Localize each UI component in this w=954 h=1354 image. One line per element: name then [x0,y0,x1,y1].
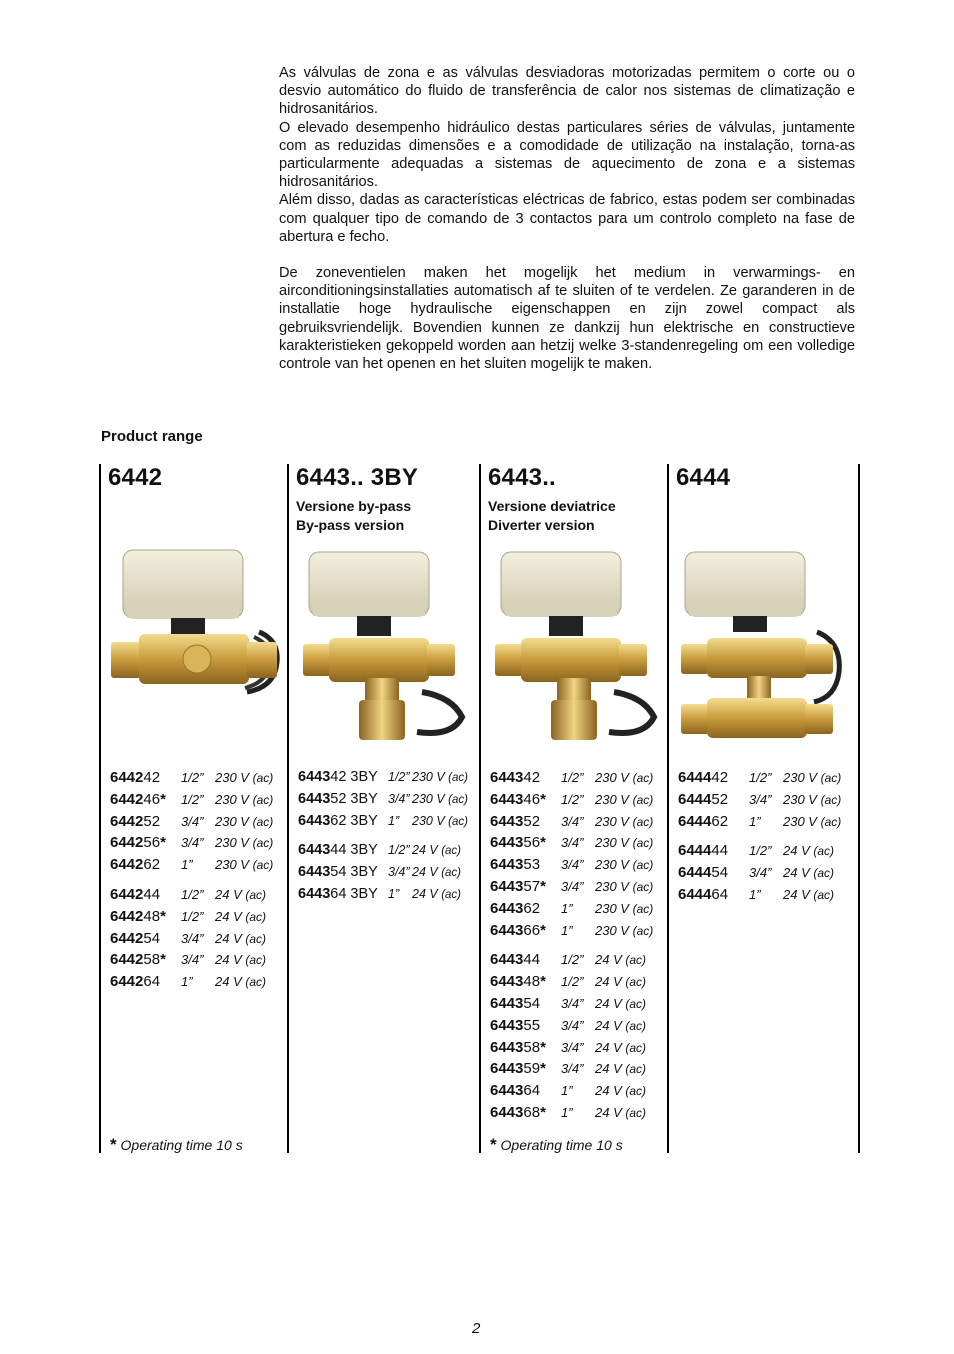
code-prefix: 6442 [110,973,144,991]
connection-size: 3/4” [388,791,410,806]
product-row [110,789,290,811]
product-row [490,1037,670,1059]
code-prefix: 6443 [490,790,524,808]
product-row [298,840,478,862]
code-suffix: 62 3BY [330,812,378,829]
product-group-24v [678,840,858,905]
star-mark: * [540,834,546,852]
current-type: (ac) [252,858,274,873]
product-group-230v [298,767,478,832]
connection-size: 3/4” [181,930,204,946]
star-mark: * [540,1038,546,1056]
code-prefix: 6444 [678,842,712,860]
code-suffix: 62 [523,899,541,917]
connection-size: 1” [561,1104,573,1120]
code-suffix: 58 [523,1038,541,1056]
voltage: 24 V [412,843,438,858]
valve-photo-4way [677,542,853,752]
current-type: (ac) [252,814,274,829]
product-row [490,920,670,942]
current-type: (ac) [625,1062,647,1077]
voltage: 24 V [595,1017,622,1033]
product-row [490,789,670,811]
intro-pt-paragraph-2: O elevado desempenho hidráulico destas particulares séries de válvulas, juntamente com as reduzidas dimensões e a comodidade de utilização na instalação, torna-as particularmente adequadas a sistemas de aquecimento de zona e a sistemas hidrosanitários. [279,119,855,191]
footnote-star: * [110,1135,117,1154]
code-prefix: 6443 [490,1103,524,1121]
code-suffix: 56 [143,834,161,852]
code-prefix: 6442 [110,951,144,969]
column-code: 6442 [108,464,163,491]
subtitle-en: By-pass version [296,517,405,533]
product-row [298,862,478,884]
product-row [110,854,290,876]
connection-size: 1” [749,813,761,829]
current-type: (ac) [245,975,267,990]
current-type: (ac) [625,1040,647,1055]
code-suffix: 52 [711,790,729,808]
product-row [110,832,290,854]
connection-size: 1” [561,900,573,916]
product-column-6444 [669,464,860,1153]
code-prefix: 6443 [490,812,524,830]
star-mark: * [540,877,546,895]
product-row [490,898,670,920]
connection-size: 3/4” [561,878,584,894]
current-type: (ac) [632,792,654,807]
connection-size: 1” [561,1083,573,1099]
code-prefix: 6443 [298,885,331,902]
valve-photo-bypass [297,542,473,752]
connection-size: 3/4” [388,865,410,880]
code-prefix: 6442 [110,885,144,903]
product-row [110,971,290,993]
code-prefix: 6442 [110,769,144,786]
valve-photo-2way [109,542,285,752]
product-column-6443-3by [289,464,479,1153]
voltage: 24 V [215,930,242,946]
code-suffix: 62 [143,856,161,874]
voltage: 230 V [215,835,249,851]
current-type: (ac) [245,953,267,968]
connection-size: 3/4” [749,865,772,881]
voltage: 230 V [595,791,629,807]
code-suffix: 52 [143,812,161,830]
voltage: 24 V [595,1039,622,1055]
connection-size: 1/2” [388,843,410,858]
star-mark: * [540,1103,546,1121]
code-prefix: 6443 [490,769,524,786]
column-code: 6443.. 3BY [296,464,419,491]
current-type: (ac) [441,867,462,880]
voltage: 24 V [215,952,242,968]
code-suffix: 68 [523,1103,541,1121]
product-row [298,884,478,906]
connection-size: 1” [749,886,761,902]
current-type: (ac) [448,815,468,828]
connection-size: 3/4” [181,813,204,829]
subtitle-it: Versione by-pass [296,498,412,514]
code-prefix: 6443 [490,1016,524,1034]
voltage: 230 V [412,770,445,784]
product-row [678,840,858,862]
product-row [490,811,670,833]
voltage: 230 V [783,770,817,785]
current-type: (ac) [813,844,835,859]
code-suffix: 64 [523,1082,541,1100]
code-prefix: 6443 [490,1060,524,1078]
code-prefix: 6443 [298,842,331,859]
connection-size: 1/2” [749,843,772,859]
code-prefix: 6443 [298,864,331,881]
voltage: 230 V [595,878,629,894]
voltage: 230 V [783,813,817,829]
connection-size: 1/2” [749,770,772,785]
voltage: 230 V [595,922,629,938]
current-type: (ac) [625,996,647,1011]
product-group-24v [490,949,670,1123]
star-mark: * [540,1060,546,1078]
connection-size: 1” [388,813,400,828]
voltage: 230 V [215,813,249,829]
code-prefix: 6443 [490,877,524,895]
product-row [678,862,858,884]
current-type: (ac) [245,909,267,924]
connection-size: 3/4” [561,1017,584,1033]
code-suffix: 44 [143,885,161,903]
intro-nl-paragraph: De zoneventielen maken het mogelijk het medium in verwarmings- en airconditioningsinstallaties automatisch af te sluiten of te verdelen. Ze garanderen in de installatie hoge hydraulische eigenschappen en zijn zowel compact als gebruiksvriendelijk. Bovendien kunnen ze dankzij hun elektrische en constructieve karakteristieken gekoppeld worden aan hetzij welke 3-standenregeling om een volledige controle van het openen en het sluiten mogelijk te maken. [279,265,855,373]
code-suffix: 42 3BY [330,769,378,785]
current-type: (ac) [632,771,654,785]
code-prefix: 6442 [110,834,144,852]
connection-size: 1/2” [561,770,584,785]
product-group-230v [110,767,290,876]
code-suffix: 44 [523,951,541,969]
code-suffix: 54 [143,929,161,947]
product-list [490,767,670,1132]
intro-pt-paragraph-1: As válvulas de zona e as válvulas desviadoras motorizadas permitem o corte ou o desvio automático do fluido de transferência de calor nos sistemas de climatização e hidrosanitários. [279,65,855,118]
connection-size: 1/2” [561,952,584,968]
voltage: 24 V [595,995,622,1011]
product-group-24v [110,884,290,993]
code-prefix: 6443 [490,1082,524,1100]
code-suffix: 56 [523,834,541,852]
current-type: (ac) [245,887,267,902]
code-prefix: 6444 [678,790,712,808]
product-group-230v [490,767,670,941]
product-row [110,928,290,950]
product-range-title: Product range [101,428,203,445]
star-mark: * [160,834,166,852]
code-prefix: 6444 [678,769,712,786]
current-type: (ac) [625,1018,647,1033]
connection-size: 1/2” [561,791,584,807]
voltage: 230 V [412,813,445,828]
subtitle-it: Versione deviatrice [488,498,616,514]
code-prefix: 6443 [490,856,524,874]
voltage: 230 V [783,791,817,807]
product-list [298,767,478,914]
footnote-text: Operating time 10 s [500,1137,623,1153]
product-row [490,1080,670,1102]
voltage: 24 V [215,886,242,902]
connection-size: 1” [388,886,400,901]
voltage: 24 V [595,974,622,990]
voltage: 230 V [215,857,249,873]
product-group-24v [298,840,478,905]
code-suffix: 42 [143,769,161,786]
connection-size: 1/2” [181,908,204,924]
connection-size: 3/4” [561,1061,584,1077]
connection-size: 1/2” [181,770,204,785]
product-column-6443-diverter [479,464,669,1153]
current-type: (ac) [252,771,274,785]
code-suffix: 62 [711,812,729,830]
current-type: (ac) [448,772,468,784]
voltage: 24 V [595,952,622,968]
voltage: 230 V [595,857,629,873]
product-row [298,811,478,833]
star-mark: * [160,790,166,808]
voltage: 24 V [412,886,438,901]
product-list [110,767,290,1001]
product-row [490,832,670,854]
current-type: (ac) [252,836,274,851]
code-suffix: 54 3BY [330,864,378,881]
current-type: (ac) [820,814,842,829]
code-prefix: 6444 [678,864,712,882]
product-row [678,789,858,811]
product-row [110,906,290,928]
product-row [110,767,290,789]
product-row [490,1102,670,1124]
product-row [490,767,670,789]
voltage: 230 V [215,770,249,785]
current-type: (ac) [820,771,842,785]
star-mark: * [540,921,546,939]
column-subtitle [296,497,411,535]
code-prefix: 6443 [490,899,524,917]
current-type: (ac) [813,887,835,902]
product-row [678,884,858,906]
product-row [678,767,858,789]
current-type: (ac) [441,888,462,901]
product-row [490,876,670,898]
connection-size: 3/4” [561,1039,584,1055]
connection-size: 1/2” [181,886,204,902]
code-prefix: 6443 [298,790,331,807]
connection-size: 1/2” [561,974,584,990]
connection-size: 3/4” [561,813,584,829]
code-prefix: 6442 [110,790,144,808]
code-suffix: 53 [523,856,541,874]
connection-size: 3/4” [749,791,772,807]
star-mark: * [160,907,166,925]
product-row [490,971,670,993]
product-row [298,789,478,811]
code-suffix: 42 [711,769,729,786]
intro-pt-paragraph-3: Além disso, dadas as características eléctricas de fabrico, estas podem ser combinadas com qualquer tipo de comando de 3 contactos para um controlo completo na fase de abertura e fecho. [279,192,855,245]
voltage: 230 V [215,791,249,807]
footnote [110,1135,243,1155]
current-type: (ac) [632,858,654,873]
code-suffix: 44 [711,842,729,860]
voltage: 24 V [783,886,810,902]
voltage: 230 V [595,900,629,916]
code-suffix: 64 [143,973,161,991]
product-row [298,767,478,789]
code-suffix: 52 [523,812,541,830]
footnote [490,1135,623,1155]
current-type: (ac) [441,845,462,858]
current-type: (ac) [820,792,842,807]
code-suffix: 57 [523,877,541,895]
code-suffix: 58 [143,951,161,969]
voltage: 24 V [595,1061,622,1077]
footnote-star: * [490,1135,497,1154]
code-suffix: 42 [523,769,541,786]
voltage: 24 V [215,974,242,990]
product-column-6442 [99,464,289,1153]
code-suffix: 46 [523,790,541,808]
code-prefix: 6443 [490,951,524,969]
connection-size: 1” [561,922,573,938]
code-suffix: 54 [711,864,729,882]
star-mark: * [540,790,546,808]
current-type: (ac) [632,814,654,829]
connection-size: 1” [181,974,193,990]
code-suffix: 48 [523,973,541,991]
code-suffix: 46 [143,790,161,808]
code-prefix: 6443 [298,769,331,785]
product-row [490,1015,670,1037]
current-type: (ac) [632,879,654,894]
voltage: 24 V [783,865,810,881]
code-prefix: 6442 [110,812,144,830]
connection-size: 3/4” [561,995,584,1011]
code-prefix: 6443 [490,994,524,1012]
voltage: 24 V [595,1083,622,1099]
product-row [110,884,290,906]
current-type: (ac) [625,975,647,990]
code-prefix: 6442 [110,929,144,947]
product-group-230v [678,767,858,832]
code-suffix: 59 [523,1060,541,1078]
code-suffix: 66 [523,921,541,939]
connection-size: 3/4” [561,857,584,873]
code-suffix: 64 [711,885,729,903]
code-suffix: 44 3BY [330,842,378,859]
code-suffix: 54 [523,994,541,1012]
current-type: (ac) [813,866,835,881]
current-type: (ac) [625,1105,647,1120]
voltage: 24 V [412,865,438,880]
current-type: (ac) [252,792,274,807]
voltage: 230 V [412,791,445,806]
code-prefix: 6444 [678,885,712,903]
column-code: 6443.. [488,464,556,491]
code-prefix: 6443 [490,1038,524,1056]
code-suffix: 64 3BY [330,885,378,902]
code-prefix: 6443 [490,973,524,991]
connection-size: 3/4” [181,952,204,968]
current-type: (ac) [625,1084,647,1099]
voltage: 230 V [595,813,629,829]
page-number: 2 [472,1320,481,1337]
code-prefix: 6442 [110,856,144,874]
subtitle-en: Diverter version [488,517,595,533]
product-row [110,811,290,833]
current-type: (ac) [625,953,647,968]
code-suffix: 48 [143,907,161,925]
product-row [490,993,670,1015]
current-type: (ac) [632,836,654,851]
intro-text [279,64,855,373]
product-list [678,767,858,914]
current-type: (ac) [632,923,654,938]
current-type: (ac) [245,931,267,946]
star-mark: * [540,973,546,991]
star-mark: * [160,951,166,969]
current-type: (ac) [448,793,468,806]
voltage: 24 V [783,843,810,859]
code-prefix: 6442 [110,907,144,925]
column-subtitle [488,497,616,535]
connection-size: 1” [181,857,193,873]
voltage: 24 V [595,1104,622,1120]
code-prefix: 6443 [490,834,524,852]
voltage: 24 V [215,908,242,924]
product-row [678,811,858,833]
current-type: (ac) [632,901,654,916]
product-row [490,1058,670,1080]
voltage: 230 V [595,770,629,785]
connection-size: 1/2” [181,791,204,807]
code-suffix: 55 [523,1016,541,1034]
code-prefix: 6443 [298,812,331,829]
product-row [110,949,290,971]
column-code: 6444 [676,464,731,491]
voltage: 230 V [595,835,629,851]
valve-photo-diverter [489,542,665,752]
code-prefix: 6444 [678,812,712,830]
product-row [490,949,670,971]
connection-size: 1/2” [388,770,410,784]
code-suffix: 52 3BY [330,790,378,807]
code-prefix: 6443 [490,921,524,939]
connection-size: 3/4” [181,835,204,851]
footnote-text: Operating time 10 s [120,1137,243,1153]
product-row [490,854,670,876]
connection-size: 3/4” [561,835,584,851]
